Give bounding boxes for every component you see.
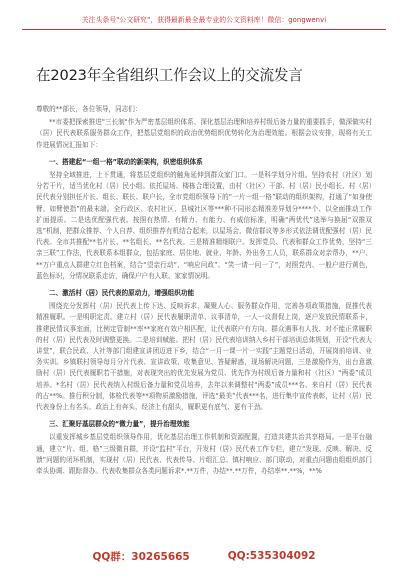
section-heading-2: 二、激活村（居）民代表的原动力，增强组织功能 bbox=[49, 289, 195, 298]
footer-contact bbox=[0, 546, 408, 566]
section-heading-1: 一、搭建起“一组一格”联动的新架构，织密组织体系 bbox=[49, 157, 203, 166]
section-paragraph-1: 坚持全域推进，上下贯通，将基层党组织的触角延伸到群众家门口。一是科学划分片组。坚持农村（社区）划分若干片，适当优化村（居）民小组。依托屋场、楼栋合理设置，由村（社区）干部、村（居）民小组长、村（居）民代表分别担任片长、组长、联长、联户长，全市党组织领导下的“一片一组一格”联动的组织架构，打通了“如身使臂、如臂使指”的最末端。全行政区、农村社区、县城社区等***种不同形态精准差异划分****个、以全面推动工作扩面提质。二是选优配强代表。按照有热情、有精力、有能力、有威信标准，明确“两优代”选举与换届“双推双选”机制，把群众推荐、个人自荐、组织推荐有机结合起来，以屋场会、微信群议等多形式依法调优配强村（居）民代表。全市共推配**名片长、**名组长、**名代表。三是精准精细联户。发挥党员、代表和群众工作优势，坚持“三亲三联”工作法，代表联系本组群众，包括家庭、居住地、就业、年龄、外出务工人员，联系群众对亲帮办，**户、**万户重点人群建立红色档案，结合“望亲行动”、“响应问政”、“笑一请一问一了”，对照党内、一般户进行黄色，蓝色标识，分情况联系走访，确保户户有人联、家家情况明。 bbox=[36, 171, 372, 280]
section-heading-3: 三、汇聚好基层群众的“微力量”，提升治理效能 bbox=[49, 420, 190, 429]
document-body bbox=[36, 104, 372, 477]
section-paragraph-3: 以重发挥城乡基层党组织领导作用，优化基层治理工作机制和资源配置，打造共建共治共享格局。一是平台融通，建立“片、组、格”三级微自群，并设“监村”平台，开发村（居）民代表工作专栏，建立“发现、反映、解决、反馈”问题的闭环机制，实现村（居）民代表、代表传导、片组汇总、镇村响应、部门联动，对重点问题由组组织部门牵头协调、跟踪督办。代表收集群众各类问题诉求*.**万件，办结**.**万件，办结率**.**%，**% bbox=[36, 433, 372, 476]
intro-paragraph: **市委把探索推进"三长制"作为严密基层组织体系、深化基层治理和培养村级后备力量的重要抓手，做深做实村（居）民代表联系服务群众工作，把基层党组织的政治优势组织优势转化为治理效能。根据会议安排，现将有关工作进展情况汇报如下： bbox=[36, 118, 372, 149]
document-title: 在2023年全省组织工作会议上的交流发言 bbox=[36, 67, 303, 84]
banner-text: 关注头条号"公文研究"，获得最新最全最专业的公文资料库！微信：gongwenvi bbox=[81, 16, 327, 24]
section-paragraph-2: 围绕充分发挥村（居）民代表上传下达、反映诉求、凝聚人心、服务群众作用，完善各项政策措施，促推代表精准履职。一是明职定责。建立村（居）民代表履职清单、议事清单，一人一议督促上岗，逐户发放民情联系卡，推建民情议事室面，比例定管制**率**家庭有效户相匹配，让代表联户有方向、群众遇事有人找、对不能正常履职的村（居）民代表及时调整更换。二是培训赋能。把村（居）民代表培训纳入乡村干部培训总体规划，开设“代表大讲堂”，联合民政、人社等部门组建宣讲团迈进下乡，结合“一月一课一片一实践”主题党日活动，开展岗前培训、业务实训。乡镇联村领导每月分片代表、宣讲政策、收集意见、答疑解惑，现场解决问题，三是激励作为，出台意激励村（居）民代表履职若干措施，对表现突出的优先发展为党员、优先作为村级后备力量和村（社区）“两委”成员培养。*名村（居）民代表纳入村级后备力量和党员培养，去年以来调整村“两委”成员***名、来自村（居）民代表的占**%。推行积分制，体检代表等**项物质激励措施，评选“最美”代表***名，进行集中宣传表彰，让村（居）民代表身份上有名头、政治上有奔头、经济上有甜头，履职更有底气、更有干劲。 bbox=[36, 302, 372, 412]
top-banner bbox=[22, 0, 386, 30]
salutation: 尊敬的**部长，各位领导，同志们： bbox=[36, 105, 142, 113]
footer-qq-group: QQ群：30265665 bbox=[92, 550, 190, 563]
footer-qq: QQ:535304092 bbox=[227, 550, 316, 562]
